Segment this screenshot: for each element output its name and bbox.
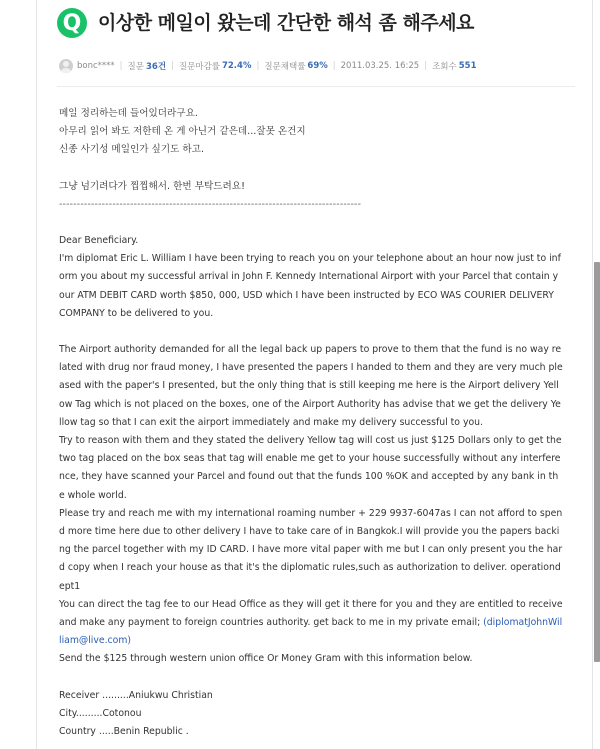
email-greeting: Dear Beneficiary. bbox=[59, 235, 139, 247]
question-body bbox=[59, 105, 563, 741]
body-request: 그냥 넘기려다가 찝찝해서. 한번 부탁드려요! bbox=[59, 180, 245, 192]
email-paragraph: The Airport authority demanded for all the legal back up papers to prove to them that the fund is no way related with drug nor fraud money, I have presented the papers I handed to them and they are very much pleased with the paper's I presented, but the only thing that is still keeping me here is the Airport delivery Yellow Tag which is not placed on the boxes, one of the Airport Authority has advise that we get the delivery Yellow tag so that I can exit the airport immediately and make my delivery successful to you. bbox=[59, 344, 563, 428]
email-paragraph-text: You can direct the tag fee to our Head Office as they will get it there for you and they are entitled to receive and make any payment to foreign countries authority. get back to me in my private email; bbox=[59, 598, 563, 629]
email-paragraph: Send the $125 through western union office Or Money Gram with this information below. bbox=[59, 653, 473, 665]
scrollbar[interactable] bbox=[594, 262, 600, 662]
email-paragraph bbox=[59, 596, 563, 651]
email-paragraph: Please try and reach me with my international roaming number + 229 9937-6047as I can not afford to spend more time here due to other delivery I have to take care of in Bangkok.I will provide you the papers backing the parcel together with my ID CARD. I have more vital paper with me but I can only present you the hard copy when I reach your house as that it's the diplomatic rules,such as authorization to deliver. operationdept1 bbox=[59, 507, 563, 592]
meta-separator: | bbox=[171, 61, 174, 71]
meta-separator: | bbox=[332, 61, 336, 71]
author-name[interactable]: bonc**** bbox=[77, 61, 115, 71]
adopt-rate-value: 69% bbox=[307, 61, 328, 71]
dashed-separator: ------------------------------------------------------------------------------------- bbox=[59, 198, 362, 210]
email-link[interactable]: (diplomatJohnWilliam@live.com) bbox=[59, 617, 563, 647]
receiver-line: Receiver .........Aniukwu Christian bbox=[59, 689, 213, 701]
body-line: 신종 사기성 메일인가 싶기도 하고. bbox=[59, 144, 204, 156]
country-line: Country .....Benin Republic . bbox=[59, 726, 189, 738]
views-count: 551 bbox=[458, 61, 477, 71]
avatar-icon[interactable] bbox=[59, 59, 73, 73]
city-line: City.........Cotonou bbox=[59, 707, 142, 719]
meta-separator: | bbox=[424, 61, 428, 71]
views-label: 조회수 bbox=[432, 62, 457, 72]
question-card bbox=[36, 0, 593, 749]
close-rate-label: 질문마감률 bbox=[178, 62, 220, 72]
email-paragraph: Try to reason with them and they stated the delivery Yellow tag will cost us just $125 Dollars only to get the two tag placed on the box seas that tag will enable me get to your house successfully without any interference, they have scanned your Parcel and found out that the funds 100 %OK and accepted by any bank in the whole world. bbox=[59, 435, 562, 501]
adopt-rate-label: 질문채택률 bbox=[264, 62, 306, 72]
questions-label: 질문 bbox=[127, 62, 144, 72]
body-line: 아무리 읽어 봐도 저한테 온 게 아닌거 같은데...잘못 온건지 bbox=[59, 126, 306, 138]
question-meta bbox=[59, 58, 476, 74]
meta-separator: | bbox=[256, 61, 260, 71]
close-rate-value: 72.4% bbox=[221, 61, 252, 71]
questions-count: 36건 bbox=[145, 62, 167, 72]
header-divider bbox=[57, 86, 575, 87]
post-datetime: 2011.03.25. 16:25 bbox=[340, 61, 420, 71]
question-badge-icon: Q bbox=[57, 8, 87, 38]
question-title: 이상한 메일이 왔는데 간단한 해석 좀 해주세요 bbox=[98, 12, 474, 34]
body-line: 메일 정리하는데 들어있더라구요. bbox=[59, 108, 198, 119]
email-paragraph: I'm diplomat Eric L. William I have been trying to reach you on your telephone about an hour now just to inform you about my successful arrival in John F. Kennedy International Airport with your Parcel that contain your ATM DEBIT CARD worth $850, 000, USD which I have been instructed by ECO WAS COURIER DELIVERY COMPANY to be delivered to you. bbox=[59, 253, 561, 319]
meta-separator: | bbox=[119, 61, 123, 71]
